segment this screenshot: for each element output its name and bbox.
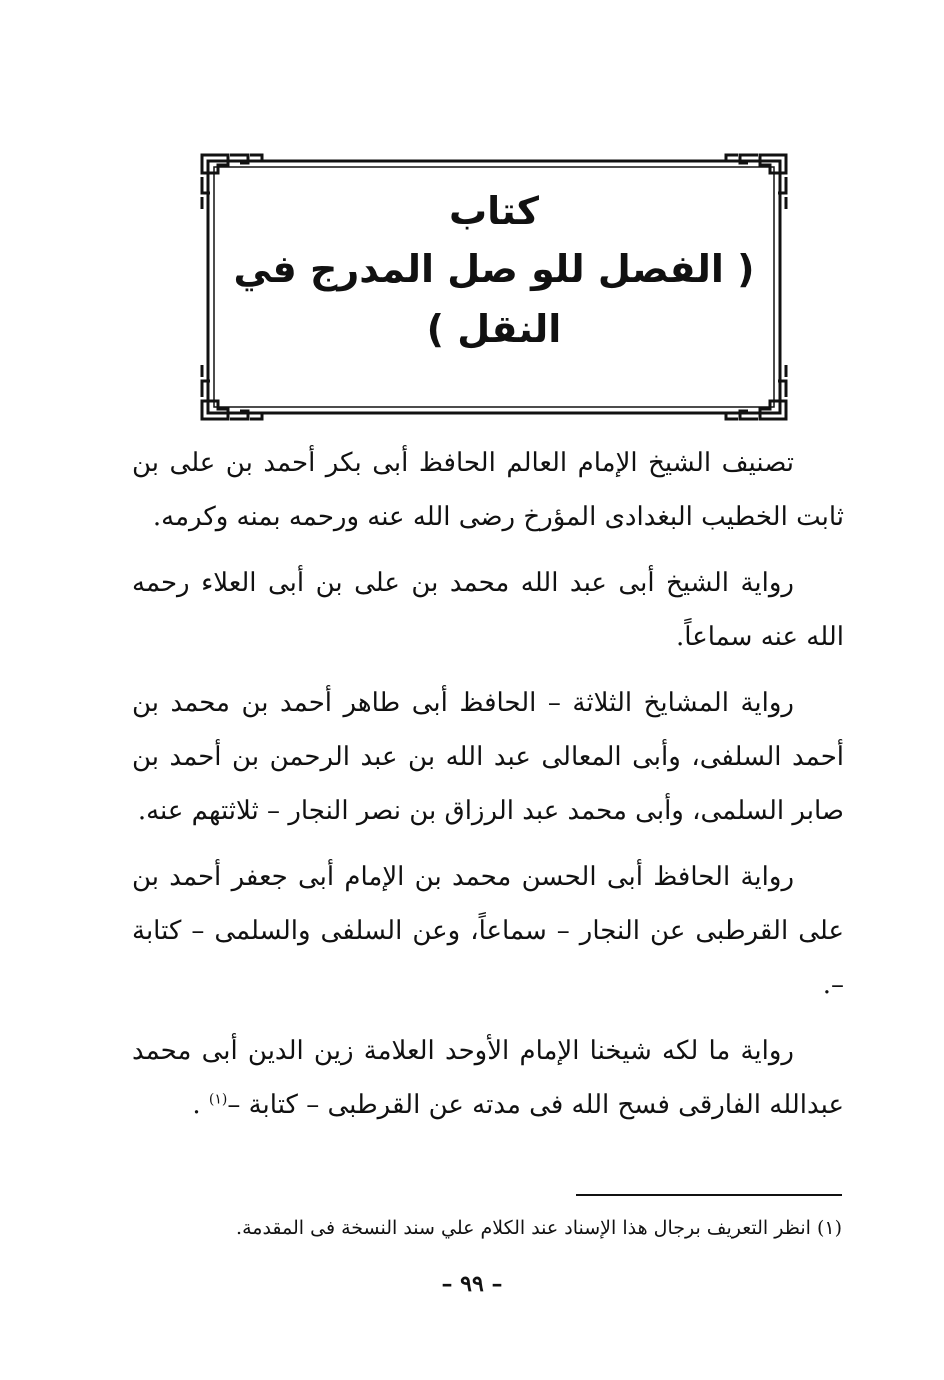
paragraph-end-mark: . [192,1090,209,1120]
footnote-divider [576,1194,842,1196]
title-block [200,183,788,359]
paragraph-riwaya-2: رواية المشايخ الثلاثة – الحافظ أبى طاهر أحمد بن محمد بن أحمد السلفى، وأبى المعالى عبد الله بن عبد الرحمن بن أحمد بن صابر السلمى، وأبى محمد عبد الرزاق بن نصر النجار – ثلاثتهم عنه. [132,688,844,826]
paragraph-riwaya-4-text: رواية ما لكه شيخنا الإمام الأوحد العلامة زين الدين أبى محمد عبدالله الفارقى فسح الله فى مدته عن القرطبى – كتابة – [132,1036,844,1120]
paragraph-riwaya-3: رواية الحافظ أبى الحسن محمد بن الإمام أبى جعفر أحمد بن على القرطبى عن النجار – سماعاً، وعن السلفى والسلمى – كتابة –. [132,862,844,1000]
main-text [132,436,844,1144]
footnote-reference[interactable]: (١) [208,1091,228,1108]
paragraph-riwaya-1: رواية الشيخ أبى عبد الله محمد بن على بن أبى العلاء رحمه الله عنه سماعاً. [132,568,844,652]
page-number: – ٩٩ – [441,1271,503,1297]
book-title: ( الفصل للو صل المدرج في النقل ) [233,247,755,351]
paragraph-author: تصنيف الشيخ الإمام العالم الحافظ أبى بكر أحمد بن على بن ثابت الخطيب البغدادى المؤرخ رضى الله عنه ورحمه بمنه وكرمه. [132,448,844,532]
title-frame [200,153,788,421]
footnote-marker: (١) [816,1217,842,1239]
footnote-text: انظر التعريف برجال هذا الإسناد عند الكلام علي سند النسخة فى المقدمة. [236,1217,811,1239]
title-kitab: كتاب [448,189,540,233]
footnote [132,1212,842,1244]
paragraph-riwaya-4 [132,1024,844,1132]
